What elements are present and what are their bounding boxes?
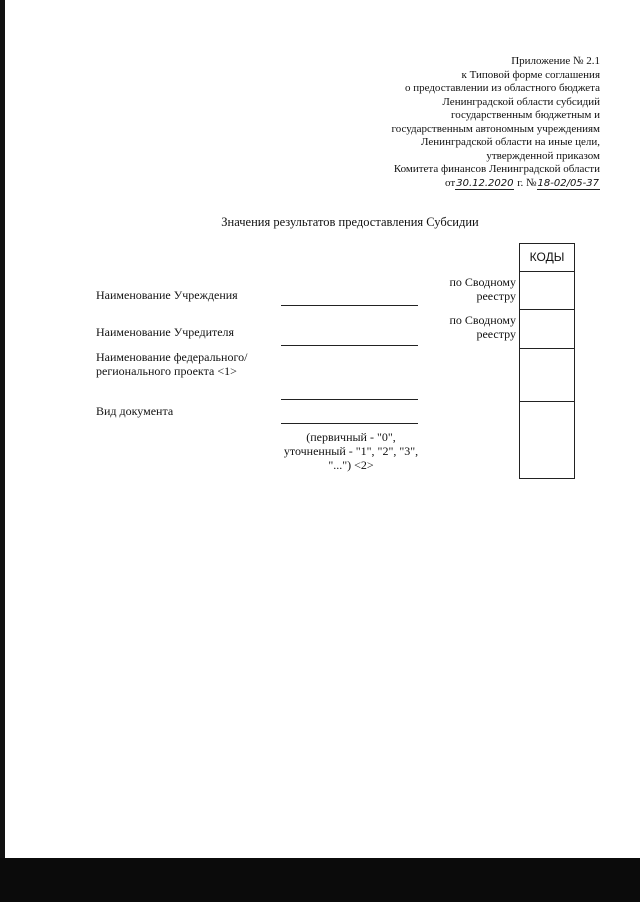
appendix-header — [270, 55, 600, 190]
doc-type-label: Вид документа — [96, 404, 174, 418]
founder-field-line — [281, 345, 418, 346]
codes-header: КОДЫ — [520, 244, 574, 272]
appendix-line: о предоставлении из областного бюджета — [404, 82, 600, 94]
project-field-line — [281, 399, 418, 400]
doc-type-note: (первичный - "0", уточненный - "1", "2", "3", "...") <2> — [283, 430, 419, 472]
appendix-line: Приложение № 2.1 — [511, 55, 600, 67]
institution-label: Наименование Учреждения — [96, 288, 238, 302]
codes-box — [519, 243, 575, 479]
appendix-line: Ленинградской области субсидий — [442, 95, 600, 108]
scan-edge-bottom — [0, 858, 640, 902]
handwritten-date: 30.12.2020 — [456, 177, 514, 189]
doc-type-field-line — [281, 423, 418, 424]
page-title: Значения результатов предоставления Субсидии — [221, 215, 479, 229]
code-cell-institution — [520, 272, 574, 310]
appendix-line: государственным бюджетным и — [451, 109, 600, 121]
appendix-line: Ленинградской области на иные цели, — [421, 136, 600, 148]
appendix-line: государственным автономным учреждениям — [391, 122, 600, 135]
institution-field-line — [281, 305, 418, 306]
reestr-label-institution: по Сводному реестру — [449, 275, 516, 303]
code-cell-project — [520, 349, 574, 402]
appendix-line: к Типовой форме соглашения — [461, 68, 600, 81]
project-label: Наименование федерального/регионального проекта <1> — [96, 350, 248, 378]
appendix-line: Комитета финансов Ленинградской области — [393, 163, 600, 175]
code-cell-doc-type — [520, 402, 574, 478]
date-prefix: от — [445, 176, 456, 189]
founder-label: Наименование Учредителя — [96, 325, 235, 339]
order-reference — [270, 177, 600, 191]
scan-edge-left — [0, 0, 5, 860]
number-prefix: № — [526, 176, 537, 189]
handwritten-number: 18-02/05-37 — [537, 177, 599, 189]
year-suffix: г. — [517, 176, 524, 189]
appendix-line: утвержденной приказом — [486, 149, 600, 162]
reestr-label-founder: по Сводному реестру — [449, 313, 516, 341]
code-cell-founder — [520, 310, 574, 349]
